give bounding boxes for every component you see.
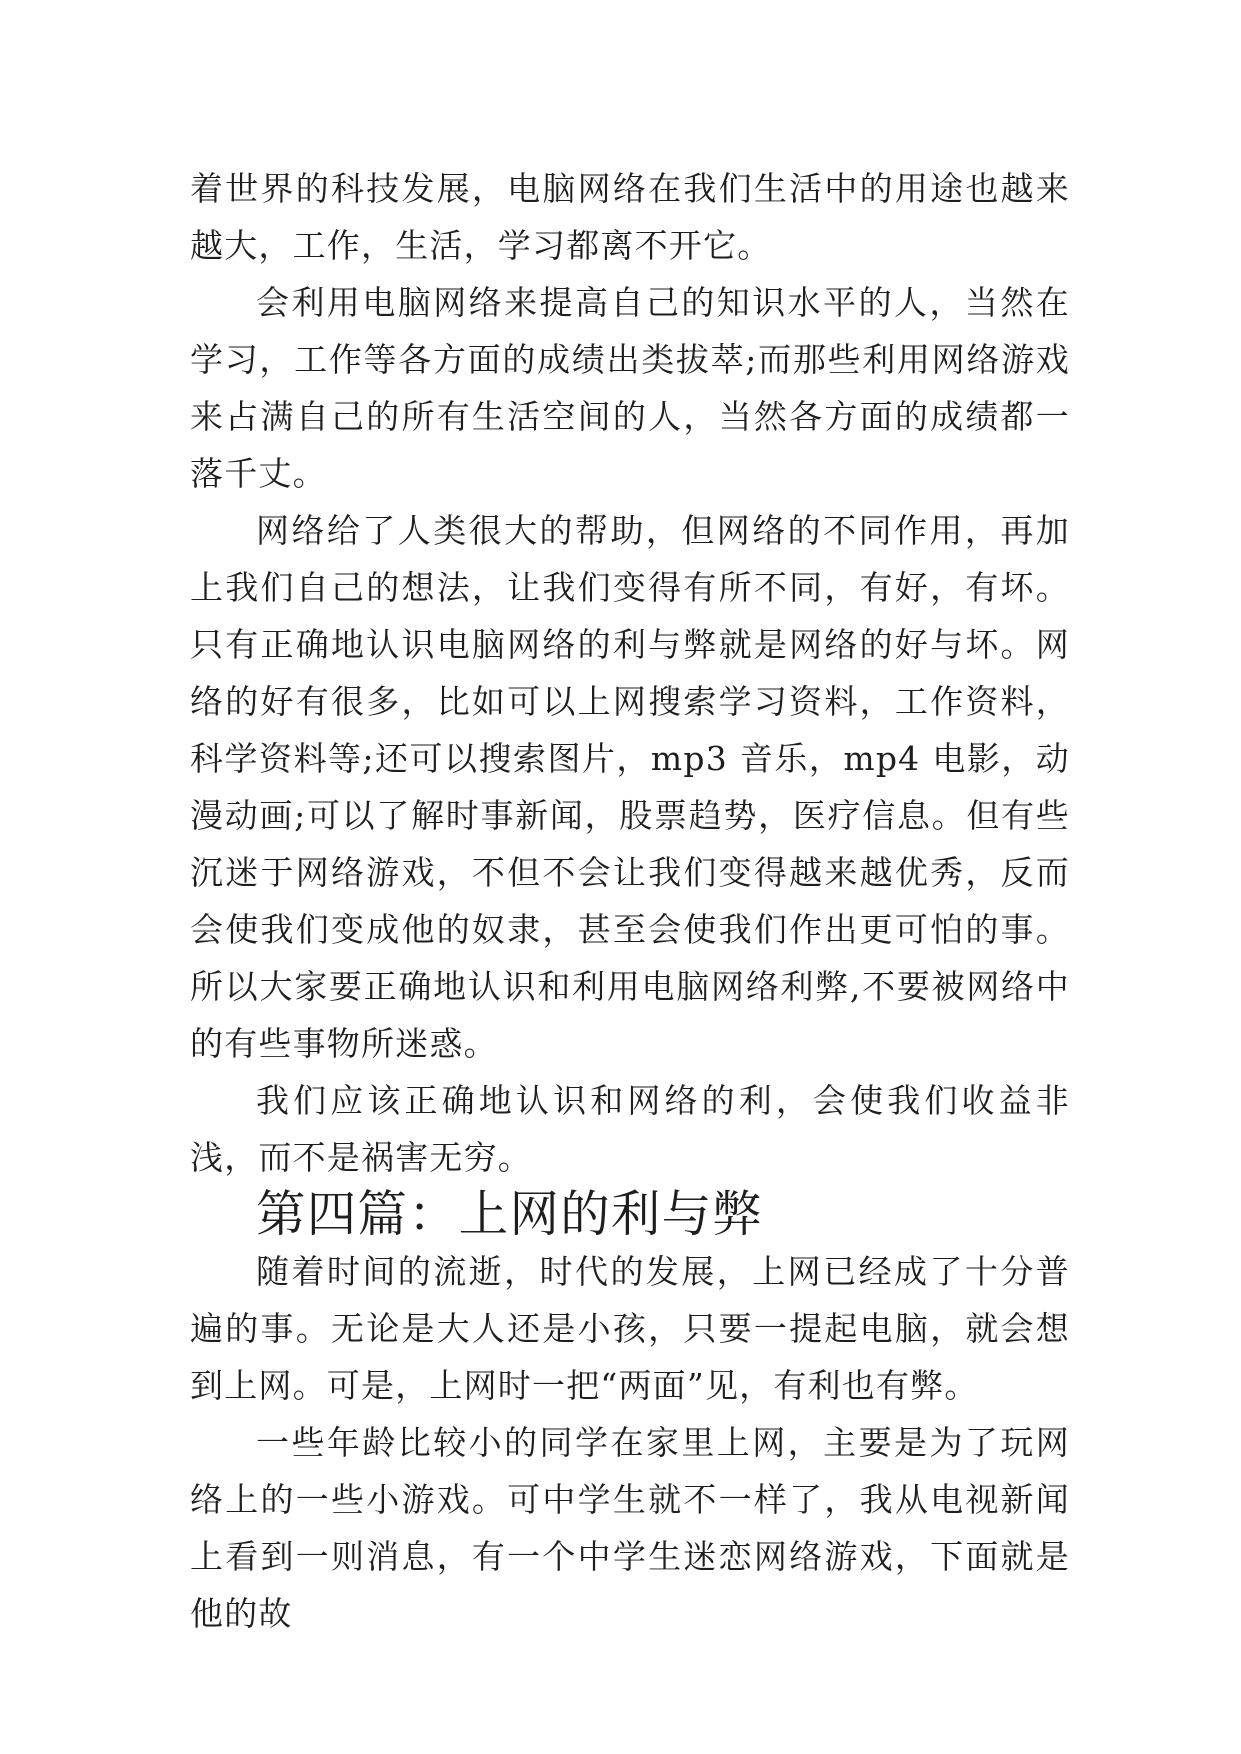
section-paragraph-1: 随着时间的流逝，时代的发展，上网已经成了十分普遍的事。无论是大人还是小孩，只要一提起电脑，就会想到上网。可是，上网时一把“两面”见，有利也有弊。 [190, 1252, 1070, 1405]
paragraph-3: 网络给了人类很大的帮助，但网络的不同作用，再加上我们自己的想法，让我们变得有所不同，有好，有坏。只有正确地认识电脑网络的利与弊就是网络的好与坏。网络的好有很多，比如可以上网搜索学习资料，工作资料，科学资料等;还可以搜索图片，mp3 音乐，mp4 电影，动漫动画;可以了解时事新闻，股票趋势，医疗信息。但有些沉迷于网络游戏，不但不会让我们变得越来越优秀，反而会使我们变成他的奴隶，甚至会使我们作出更可怕的事。所以大家要正确地认识和利用电脑网络利弊,不要被网络中的有些事物所迷惑。 [190, 511, 1070, 1063]
section-heading: 第四篇：上网的利与弊 [256, 1185, 763, 1243]
document-body [190, 160, 1070, 1642]
section-paragraph-2: 一些年龄比较小的同学在家里上网，主要是为了玩网络上的一些小游戏。可中学生就不一样了，我从电视新闻上看到一则消息，有一个中学生迷恋网络游戏，下面就是他的故 [190, 1423, 1070, 1633]
paragraph-2: 会利用电脑网络来提高自己的知识水平的人，当然在学习，工作等各方面的成绩出类拔萃;而那些利用网络游戏来占满自己的所有生活空间的人，当然各方面的成绩都一落千丈。 [190, 283, 1070, 493]
paragraph-4: 我们应该正确地认识和网络的利，会使我们收益非浅，而不是祸害无穷。 [190, 1081, 1070, 1177]
paragraph-1: 着世界的科技发展，电脑网络在我们生活中的用途也越来越大，工作，生活，学习都离不开它。 [190, 169, 1070, 265]
